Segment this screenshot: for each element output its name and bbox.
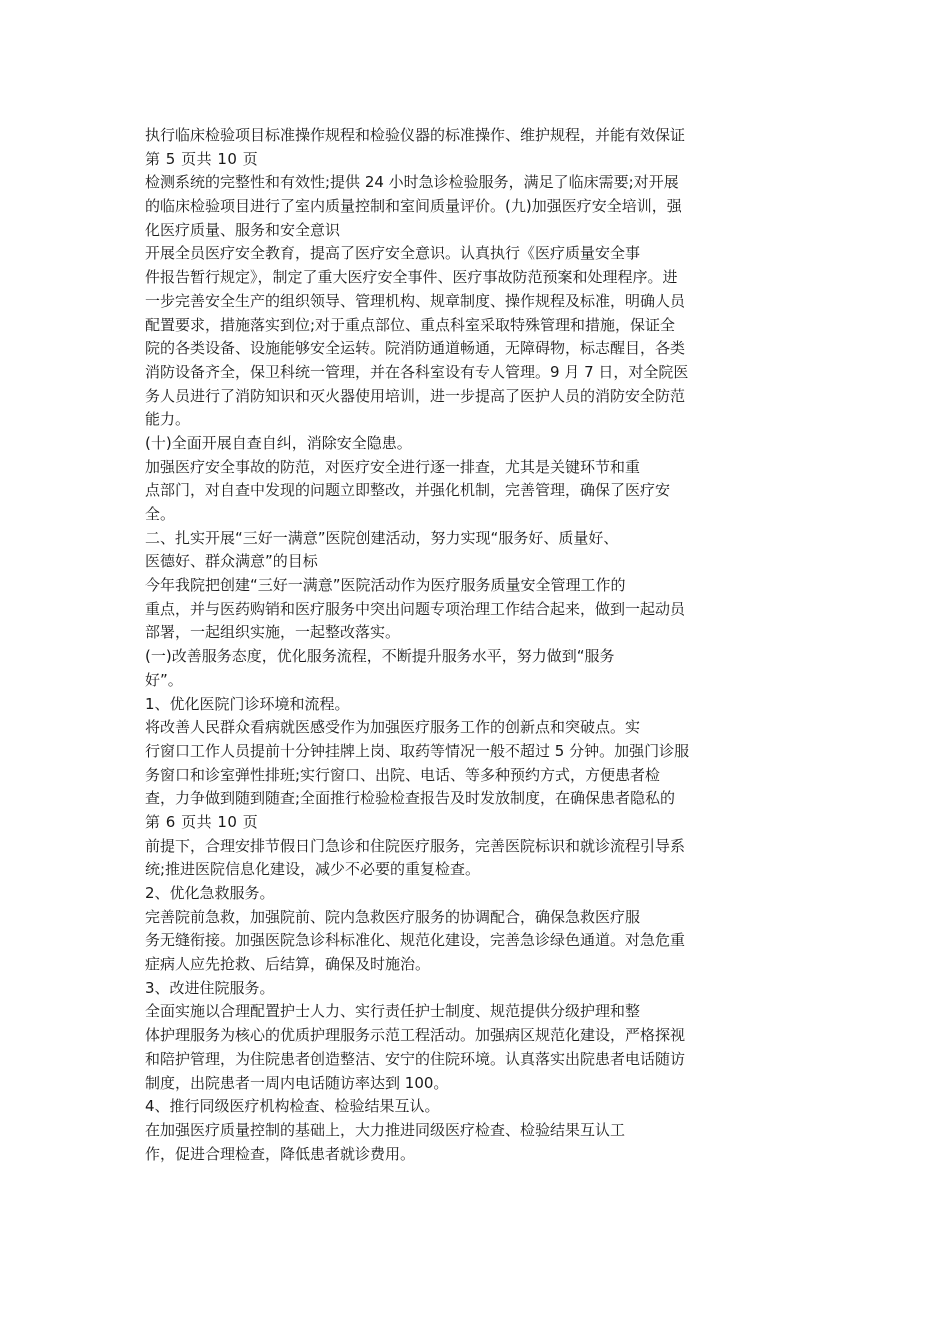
section-heading: 3、改进住院服务。 (145, 978, 275, 997)
text-line: 务窗口和诊室弹性排班;实行窗口、出院、电话、等多种预约方式，方便患者检 (145, 765, 661, 784)
section-heading: 1、优化医院门诊环境和流程。 (145, 694, 350, 713)
text-line: 将改善人民群众看病就医感受作为加强医疗服务工作的创新点和突破点。实 (145, 718, 641, 737)
text-line: 检测系统的完整性和有效性;提供 24 小时急诊检验服务，满足了临床需要;对开展 (145, 173, 679, 192)
text-line: 院的各类设备、设施能够安全运转。院消防通道畅通，无障碍物，标志醒目，各类 (145, 339, 686, 358)
text-line: 部署，一起组织实施，一起整改落实。 (145, 623, 401, 642)
text-line: 件报告暂行规定》，制定了重大医疗安全事件、医疗事故防范预案和处理程序。进 (145, 268, 678, 287)
text-line: 化医疗质量、服务和安全意识 (145, 220, 341, 239)
section-heading: 2、优化急救服务。 (145, 884, 275, 902)
text-line: 重点，并与医药购销和医疗服务中突出问题专项治理工作结合起来，做到一起动员 (145, 599, 686, 618)
text-line: 体护理服务为核心的优质护理服务示范工程活动。加强病区规范化建设，严格探视 (145, 1026, 686, 1045)
document-body (145, 124, 765, 1166)
text-line: 点部门，对自查中发现的问题立即整改，并强化机制，完善管理，确保了医疗安 (145, 481, 671, 500)
text-line: 在加强医疗质量控制的基础上，大力推进同级医疗检查、检验结果互认工 (145, 1120, 626, 1139)
text-line: 作，促进合理检查，降低患者就诊费用。 (145, 1144, 416, 1163)
section-heading: 医德好、群众满意”的目标 (145, 552, 318, 571)
text-line: 统;推进医院信息化建设，减少不必要的重复检查。 (145, 860, 481, 879)
section-heading: (十)全面开展自查自纠，消除安全隐患。 (145, 433, 412, 452)
page-footer: 第 6 页共 10 页 (145, 812, 259, 831)
text-line: 务人员进行了消防知识和灭火器使用培训，进一步提高了医护人员的消防安全防范 (145, 386, 686, 405)
text-line: 全面实施以合理配置护士人力、实行责任护士制度、规范提供分级护理和整 (145, 1002, 641, 1021)
section-heading: 4、推行同级医疗机构检查、检验结果互认。 (145, 1097, 440, 1116)
text-line: 今年我院把创建“三好一满意”医院活动作为医疗服务质量安全管理工作的 (145, 576, 626, 595)
text-line: 前提下，合理安排节假日门急诊和住院医疗服务，完善医院标识和就诊流程引导系 (145, 836, 686, 855)
text-line: 加强医疗安全事故的防范，对医疗安全进行逐一排查，尤其是关键环节和重 (145, 457, 641, 476)
text-line: 的临床检验项目进行了室内质量控制和室间质量评价。(九)加强医疗安全培训，强 (145, 197, 682, 216)
text-line: 全。 (145, 505, 176, 523)
text-line: 完善院前急救，加强院前、院内急救医疗服务的协调配合，确保急救医疗服 (145, 907, 641, 926)
text-line: 一步完善安全生产的组织领导、管理机构、规章制度、操作规程及标准，明确人员 (145, 291, 686, 310)
text-line: 制度，出院患者一周内电话随访率达到 100。 (145, 1073, 449, 1092)
section-heading: 好”。 (145, 670, 183, 689)
text-line: 行窗口工作人员提前十分钟挂牌上岗、取药等情况一般不超过 5 分钟。加强门诊服 (145, 741, 690, 760)
page-footer: 第 5 页共 10 页 (145, 149, 259, 168)
text-line: 开展全员医疗安全教育，提高了医疗安全意识。认真执行《医疗质量安全事 (145, 244, 641, 263)
text-line: 执行临床检验项目标准操作规程和检验仪器的标准操作、维护规程，并能有效保证 (145, 126, 686, 144)
text-line: 能力。 (145, 410, 191, 429)
text-line: 和陪护管理，为住院患者创造整洁、安宁的住院环境。认真落实出院患者电话随访 (145, 1049, 686, 1068)
section-heading: (一)改善服务态度，优化服务流程，不断提升服务水平，努力做到“服务 (145, 647, 615, 666)
section-heading: 二、扎实开展“三好一满意”医院创建活动，努力实现“服务好、质量好、 (145, 528, 619, 547)
text-line: 务无缝衔接。加强医院急诊科标准化、规范化建设，完善急诊绿色通道。对急危重 (145, 931, 686, 950)
text-line: 查，力争做到随到随查;全面推行检验检查报告及时发放制度，在确保患者隐私的 (145, 789, 676, 808)
text-line: 消防设备齐全，保卫科统一管理，并在各科室设有专人管理。9 月 7 日，对全院医 (145, 362, 689, 381)
text-line: 配置要求，措施落实到位;对于重点部位、重点科室采取特殊管理和措施，保证全 (145, 315, 676, 334)
text-line: 症病人应先抢救、后结算，确保及时施治。 (145, 955, 431, 974)
